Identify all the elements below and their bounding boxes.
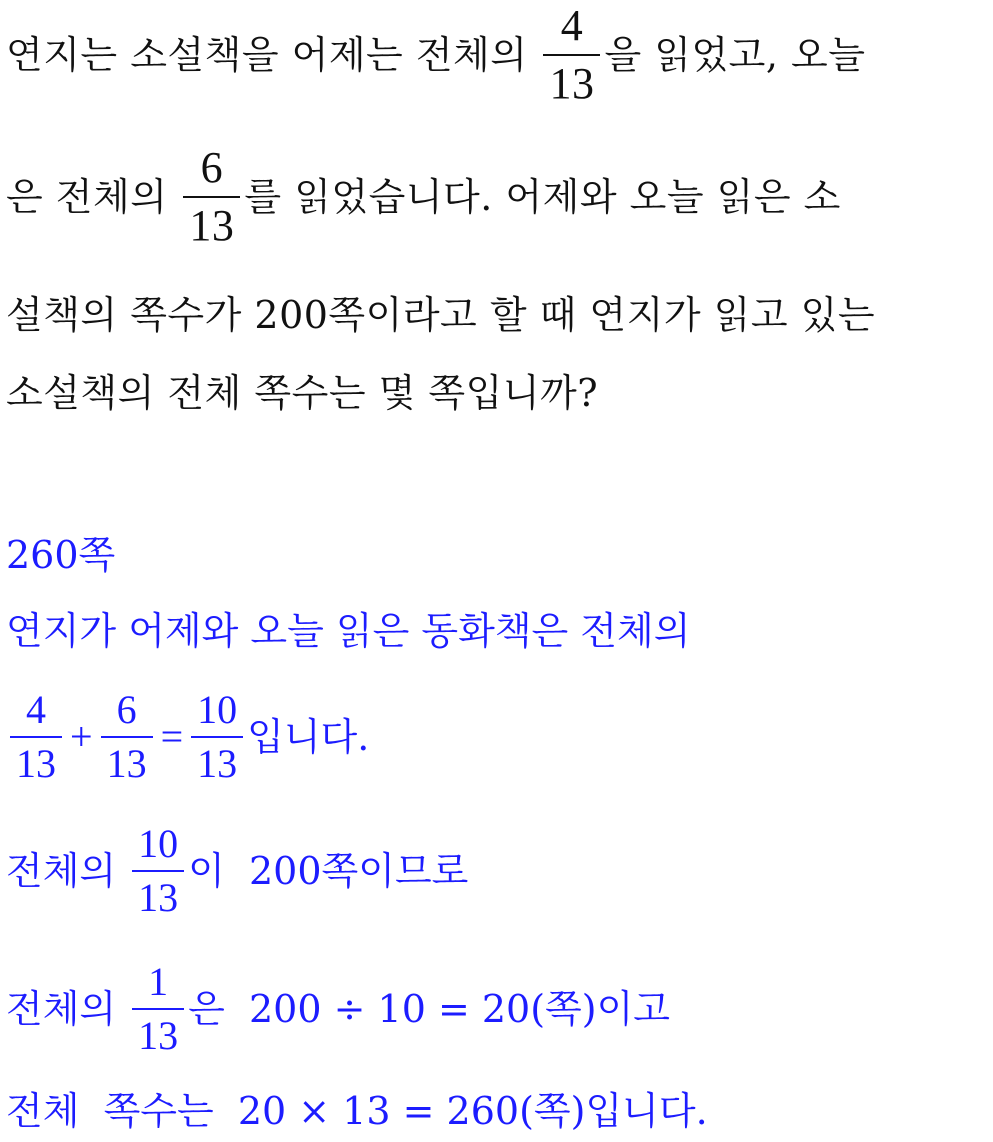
fraction-numerator: 10 <box>138 821 179 866</box>
fraction-10-13 <box>191 687 243 786</box>
question-line-3 <box>6 293 876 337</box>
fraction-6-13 <box>101 687 153 786</box>
question-text: 소설책의 전체 쪽수는 몇 쪽입니까? <box>6 371 599 415</box>
plus-sign: + <box>70 714 93 759</box>
question-line-2 <box>6 143 841 250</box>
fraction-denominator: 13 <box>138 1013 179 1058</box>
answer-line-1 <box>6 609 691 653</box>
fraction-denominator: 13 <box>189 201 235 250</box>
fraction-1-13 <box>132 959 184 1058</box>
answer-text: 은 200 ÷ 10 = 20(쪽)이고 <box>188 987 670 1031</box>
fraction-denominator: 13 <box>197 741 238 786</box>
equals-sign: = <box>160 714 184 759</box>
fraction-10-13 <box>132 821 184 920</box>
fraction-numerator: 6 <box>200 143 224 192</box>
fraction-denominator: 13 <box>16 741 56 786</box>
fraction-6-13 <box>183 143 240 250</box>
answer-result <box>6 533 116 577</box>
fraction-4-13 <box>543 1 600 108</box>
answer-equation-line <box>6 687 370 786</box>
question-text: 설책의 쪽수가 200쪽이라고 할 때 연지가 읽고 있는 <box>6 293 876 337</box>
question-text: 연지는 소설책을 어제는 전체의 <box>6 33 528 77</box>
answer-text: 전체의 <box>6 849 117 893</box>
answer-text: 입니다. <box>247 715 370 759</box>
fraction-denominator: 13 <box>549 59 595 108</box>
answer-line-5 <box>6 1089 708 1133</box>
fraction-numerator: 4 <box>26 687 46 732</box>
answer-text: 전체 쪽수는 20 × 13 = 260(쪽)입니다. <box>6 1089 708 1133</box>
question-text: 을 읽었고, 오늘 <box>604 33 866 77</box>
question-text: 를 읽었습니다. 어제와 오늘 읽은 소 <box>244 175 841 219</box>
question-text: 은 전체의 <box>6 175 168 219</box>
fraction-4-13 <box>10 687 62 786</box>
fraction-numerator: 4 <box>560 1 584 50</box>
answer-text: 전체의 <box>6 987 117 1031</box>
answer-line-3 <box>6 821 469 920</box>
answer-line-4 <box>6 959 670 1058</box>
fraction-numerator: 10 <box>197 687 238 732</box>
question-line-4 <box>6 371 599 415</box>
question-line-1 <box>6 1 866 108</box>
answer-text: 이 200쪽이므로 <box>188 849 469 893</box>
answer-text: 연지가 어제와 오늘 읽은 동화책은 전체의 <box>6 609 691 653</box>
fraction-denominator: 13 <box>106 741 147 786</box>
fraction-numerator: 6 <box>116 687 137 732</box>
answer-text: 260쪽 <box>6 533 116 577</box>
fraction-numerator: 1 <box>148 959 169 1004</box>
fraction-denominator: 13 <box>138 875 179 920</box>
